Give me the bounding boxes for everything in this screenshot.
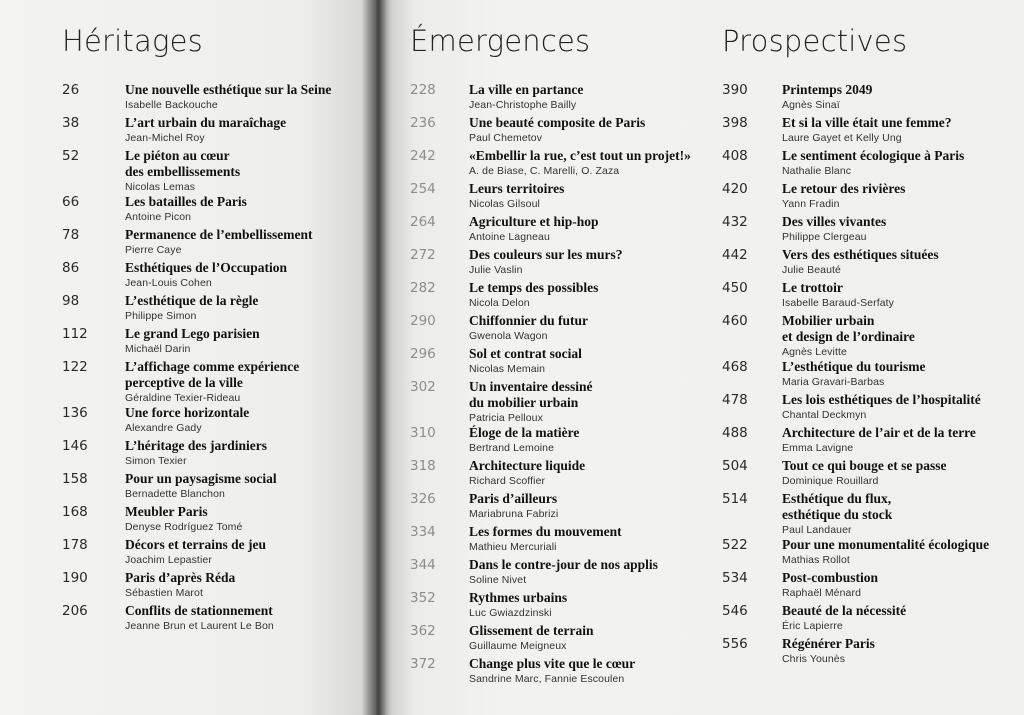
entry-title: Tout ce qui bouge et se passe <box>782 458 947 473</box>
page-number: 98 <box>62 293 80 309</box>
toc-entry <box>62 227 362 260</box>
page-number: 468 <box>722 359 748 375</box>
entry-body <box>125 537 362 567</box>
toc-list <box>722 82 1022 669</box>
entry-title: Le retour des rivières <box>782 181 906 196</box>
entry-body <box>782 214 1022 244</box>
toc-entry <box>410 313 710 346</box>
entry-body <box>125 603 362 633</box>
entry-title: Printemps 2049 <box>782 82 873 97</box>
toc-entry <box>722 603 1022 636</box>
entry-author: Pierre Caye <box>125 244 182 256</box>
toc-entry <box>62 326 362 359</box>
entry-body <box>125 405 362 435</box>
entry-author: Antoine Picon <box>125 211 192 223</box>
entry-body <box>782 636 1022 666</box>
toc-list <box>62 82 362 636</box>
toc-entry <box>722 425 1022 458</box>
toc-entry <box>722 537 1022 570</box>
entry-author: Géraldine Texier-Rideau <box>125 392 241 404</box>
entry-author: Paul Chemetov <box>469 132 543 144</box>
entry-body <box>125 194 362 224</box>
entry-body <box>469 425 710 455</box>
toc-entry <box>722 247 1022 280</box>
entry-title: Change plus vite que le cœur <box>469 656 636 671</box>
toc-entry <box>62 194 362 227</box>
toc-entry <box>722 82 1022 115</box>
entry-author: Mathieu Mercuriali <box>469 541 557 553</box>
entry-body <box>125 148 362 194</box>
entry-author: A. de Biase, C. Marelli, O. Zaza <box>469 165 620 177</box>
entry-author: Denyse Rodríguez Tomé <box>125 521 243 533</box>
entry-title: Éloge de la matière <box>469 425 580 440</box>
entry-body <box>782 392 1022 422</box>
entry-body <box>782 425 1022 455</box>
entry-author: Gwenola Wagon <box>469 330 548 342</box>
toc-entry <box>410 557 710 590</box>
entry-body <box>782 115 1022 145</box>
page-number: 228 <box>410 82 436 98</box>
page-number: 296 <box>410 346 436 362</box>
entry-body <box>782 458 1022 488</box>
entry-title: «Embellir la rue, c’est tout un projet!» <box>469 148 691 163</box>
entry-body <box>469 247 710 277</box>
entry-author: Yann Fradin <box>782 198 840 210</box>
page-number: 334 <box>410 524 436 540</box>
toc-entry <box>62 504 362 537</box>
entry-body <box>125 293 362 323</box>
toc-entry <box>62 603 362 636</box>
entry-author: Dominique Rouillard <box>782 475 879 487</box>
entry-body <box>782 537 1022 567</box>
entry-title: Et si la ville était une femme? <box>782 115 952 130</box>
entry-title: Les batailles de Paris <box>125 194 247 209</box>
page-number: 272 <box>410 247 436 263</box>
entry-title: Les lois esthétiques de l’hospitalité <box>782 392 981 407</box>
entry-body <box>125 359 362 405</box>
entry-body <box>782 359 1022 389</box>
entry-author: Luc Gwiazdzinski <box>469 607 552 619</box>
entry-body <box>782 570 1022 600</box>
entry-title: Rythmes urbains <box>469 590 568 605</box>
entry-body <box>125 227 362 257</box>
page-number: 372 <box>410 656 436 672</box>
page-number: 168 <box>62 504 88 520</box>
entry-body <box>469 181 710 211</box>
entry-title: Sol et contrat social <box>469 346 582 361</box>
book-gutter <box>362 0 392 715</box>
page-number: 390 <box>722 82 748 98</box>
entry-title: Esthétique du flux, <box>782 491 892 506</box>
page-number: 556 <box>722 636 748 652</box>
entry-title: Le temps des possibles <box>469 280 599 295</box>
entry-body <box>125 82 362 112</box>
page-number: 344 <box>410 557 436 573</box>
entry-title: Architecture de l’air et de la terre <box>782 425 976 440</box>
page-number: 26 <box>62 82 80 98</box>
page-number: 362 <box>410 623 436 639</box>
toc-entry <box>722 115 1022 148</box>
entry-author: Nicolas Lemas <box>125 181 196 193</box>
entry-title: Une beauté composite de Paris <box>469 115 646 130</box>
entry-body <box>125 115 362 145</box>
entry-title: Les formes du mouvement <box>469 524 622 539</box>
entry-body <box>782 603 1022 633</box>
page-number: 398 <box>722 115 748 131</box>
entry-author: Soline Nivet <box>469 574 527 586</box>
toc-entry <box>410 590 710 623</box>
toc-entry <box>722 214 1022 247</box>
entry-author: Agnès Levitte <box>782 346 847 358</box>
toc-entry <box>62 537 362 570</box>
entry-title: Conflits de stationnement <box>125 603 273 618</box>
page-number: 504 <box>722 458 748 474</box>
entry-author: Antoine Lagneau <box>469 231 550 243</box>
entry-title: Agriculture et hip-hop <box>469 214 599 229</box>
entry-author: Philippe Clergeau <box>782 231 867 243</box>
entry-author: Julie Vaslin <box>469 264 523 276</box>
page-number: 488 <box>722 425 748 441</box>
entry-author: Bernadette Blanchon <box>125 488 225 500</box>
entry-body <box>125 570 362 600</box>
entry-author: Michaël Darin <box>125 343 191 355</box>
toc-entry <box>410 214 710 247</box>
page-number: 534 <box>722 570 748 586</box>
entry-body <box>469 82 710 112</box>
entry-author: Sébastien Marot <box>125 587 203 599</box>
entry-title: Paris d’après Réda <box>125 570 236 585</box>
toc-entry <box>62 115 362 148</box>
toc-entry <box>722 491 1022 537</box>
entry-title: Le grand Lego parisien <box>125 326 260 341</box>
toc-entry <box>410 115 710 148</box>
entry-title: L’art urbain du maraîchage <box>125 115 287 130</box>
entry-title: Des villes vivantes <box>782 214 887 229</box>
toc-entry <box>722 280 1022 313</box>
entry-author: Raphaël Ménard <box>782 587 862 599</box>
entry-author: Joachim Lepastier <box>125 554 212 566</box>
page-number: 420 <box>722 181 748 197</box>
entry-author: Patricia Pelloux <box>469 412 543 424</box>
entry-title: Une force horizontale <box>125 405 250 420</box>
entry-title: Leurs territoires <box>469 181 565 196</box>
page-number: 310 <box>410 425 436 441</box>
entry-author: Richard Scoffier <box>469 475 546 487</box>
entry-author: Laure Gayet et Kelly Ung <box>782 132 902 144</box>
entry-title: Une nouvelle esthétique sur la Seine <box>125 82 332 97</box>
page-number: 478 <box>722 392 748 408</box>
entry-author: Alexandre Gady <box>125 422 202 434</box>
entry-title: L’esthétique du tourisme <box>782 359 926 374</box>
toc-entry <box>722 359 1022 392</box>
entry-title: L’héritage des jardiniers <box>125 438 267 453</box>
entry-title: Décors et terrains de jeu <box>125 537 266 552</box>
entry-author: Nicolas Memain <box>469 363 546 375</box>
page-number: 450 <box>722 280 748 296</box>
entry-author: Mariabruna Fabrizi <box>469 508 559 520</box>
page-number: 282 <box>410 280 436 296</box>
section-title: Prospectives <box>722 24 908 58</box>
toc-entry <box>62 260 362 293</box>
toc-entry <box>410 346 710 379</box>
section-emergences <box>410 24 710 689</box>
page-number: 136 <box>62 405 88 421</box>
section-title: Émergences <box>410 24 591 58</box>
toc-entry <box>410 656 710 689</box>
entry-title: et design de l’ordinaire <box>782 329 915 344</box>
page-number: 408 <box>722 148 748 164</box>
entry-author: Jeanne Brun et Laurent Le Bon <box>125 620 274 632</box>
toc-entry <box>410 524 710 557</box>
entry-author: Agnès Sinaï <box>782 99 840 111</box>
toc-entry <box>62 293 362 326</box>
entry-title: Pour un paysagisme social <box>125 471 277 486</box>
entry-author: Simon Texier <box>125 455 187 467</box>
entry-author: Emma Lavigne <box>782 442 854 454</box>
page-number: 442 <box>722 247 748 263</box>
toc-entry <box>410 82 710 115</box>
entry-title: L’affichage comme expérience <box>125 359 300 374</box>
toc-entry <box>410 458 710 491</box>
toc-entry <box>722 636 1022 669</box>
entry-body <box>469 590 710 620</box>
entry-title: Paris d’ailleurs <box>469 491 558 506</box>
page-number: 190 <box>62 570 88 586</box>
entry-author: Nathalie Blanc <box>782 165 852 177</box>
entry-body <box>469 491 710 521</box>
entry-title: Des couleurs sur les murs? <box>469 247 623 262</box>
entry-title: Un inventaire dessiné <box>469 379 593 394</box>
entry-author: Jean-Michel Roy <box>125 132 205 144</box>
page-number: 66 <box>62 194 80 210</box>
entry-body <box>782 313 1022 359</box>
toc-entry <box>410 623 710 656</box>
toc-entry <box>62 82 362 115</box>
entry-title: perceptive de la ville <box>125 375 243 390</box>
entry-title: Pour une monumentalité écologique <box>782 537 990 552</box>
entry-title: L’esthétique de la règle <box>125 293 259 308</box>
page-number: 112 <box>62 326 88 342</box>
toc-entry <box>722 313 1022 359</box>
entry-body <box>469 379 710 425</box>
page-number: 290 <box>410 313 436 329</box>
entry-author: Nicola Delon <box>469 297 530 309</box>
entry-title: Architecture liquide <box>469 458 586 473</box>
entry-body <box>125 438 362 468</box>
entry-body <box>782 280 1022 310</box>
page-number: 86 <box>62 260 80 276</box>
toc-entry <box>410 491 710 524</box>
entry-author: Jean-Christophe Bailly <box>469 99 577 111</box>
toc-entry <box>722 392 1022 425</box>
entry-author: Chris Younès <box>782 653 846 665</box>
entry-body <box>469 313 710 343</box>
entry-author: Philippe Simon <box>125 310 197 322</box>
toc-entry <box>722 458 1022 491</box>
entry-body <box>469 458 710 488</box>
entry-body <box>469 346 710 376</box>
entry-title: esthétique du stock <box>782 507 893 522</box>
page-number: 122 <box>62 359 88 375</box>
entry-title: Mobilier urbain <box>782 313 875 328</box>
page-number: 546 <box>722 603 748 619</box>
entry-title: des embellissements <box>125 164 241 179</box>
toc-entry <box>410 379 710 425</box>
entry-title: Meubler Paris <box>125 504 208 519</box>
entry-body <box>469 214 710 244</box>
page-number: 146 <box>62 438 88 454</box>
entry-body <box>469 656 710 686</box>
entry-body <box>469 280 710 310</box>
page-number: 242 <box>410 148 436 164</box>
entry-body <box>469 623 710 653</box>
entry-title: Le trottoir <box>782 280 843 295</box>
toc-entry <box>410 247 710 280</box>
page-number: 254 <box>410 181 436 197</box>
entry-author: Maria Gravari-Barbas <box>782 376 885 388</box>
entry-author: Julie Beauté <box>782 264 841 276</box>
entry-author: Sandrine Marc, Fannie Escoulen <box>469 673 625 685</box>
entry-title: Esthétiques de l’Occupation <box>125 260 288 275</box>
toc-entry <box>62 570 362 603</box>
page-number: 326 <box>410 491 436 507</box>
page-number: 264 <box>410 214 436 230</box>
toc-entry <box>62 438 362 471</box>
entry-title: Chiffonnier du futur <box>469 313 589 328</box>
entry-body <box>782 82 1022 112</box>
entry-author: Guillaume Meigneux <box>469 640 567 652</box>
toc-entry <box>62 148 362 194</box>
page-number: 78 <box>62 227 80 243</box>
entry-body <box>782 491 1022 537</box>
entry-title: Dans le contre-jour de nos applis <box>469 557 658 572</box>
section-title: Héritages <box>62 24 203 58</box>
entry-body <box>782 148 1022 178</box>
page-number: 206 <box>62 603 88 619</box>
toc-entry <box>722 570 1022 603</box>
entry-title: La ville en partance <box>469 82 584 97</box>
toc-entry <box>62 405 362 438</box>
page-number: 432 <box>722 214 748 230</box>
toc-entry <box>410 425 710 458</box>
section-heritages <box>62 24 362 636</box>
page-number: 514 <box>722 491 748 507</box>
entry-author: Mathias Rollot <box>782 554 850 566</box>
entry-body <box>469 115 710 145</box>
entry-body <box>782 247 1022 277</box>
entry-author: Isabelle Backouche <box>125 99 218 111</box>
page-number: 158 <box>62 471 88 487</box>
entry-title: Le sentiment écologique à Paris <box>782 148 965 163</box>
entry-body <box>125 471 362 501</box>
entry-author: Jean-Louis Cohen <box>125 277 212 289</box>
page-number: 236 <box>410 115 436 131</box>
entry-title: Glissement de terrain <box>469 623 594 638</box>
entry-body <box>469 557 710 587</box>
entry-body <box>125 504 362 534</box>
section-prospectives <box>722 24 1022 669</box>
page-number: 52 <box>62 148 80 164</box>
page-number: 352 <box>410 590 436 606</box>
toc-entry <box>410 280 710 313</box>
entry-title: Vers des esthétiques situées <box>782 247 939 262</box>
entry-title: Régénérer Paris <box>782 636 875 651</box>
entry-author: Nicolas Gilsoul <box>469 198 540 210</box>
entry-author: Bertrand Lemoine <box>469 442 555 454</box>
toc-entry <box>62 359 362 405</box>
entry-body <box>125 260 362 290</box>
entry-title: du mobilier urbain <box>469 395 579 410</box>
entry-body <box>469 524 710 554</box>
entry-body <box>125 326 362 356</box>
entry-title: Post-combustion <box>782 570 879 585</box>
page-number: 302 <box>410 379 436 395</box>
page-number: 522 <box>722 537 748 553</box>
toc-entry <box>410 181 710 214</box>
entry-body <box>469 148 710 178</box>
entry-author: Éric Lapierre <box>782 620 843 632</box>
toc-entry <box>62 471 362 504</box>
toc-entry <box>410 148 710 181</box>
entry-author: Isabelle Baraud-Serfaty <box>782 297 895 309</box>
entry-author: Chantal Deckmyn <box>782 409 867 421</box>
page-number: 318 <box>410 458 436 474</box>
page-number: 460 <box>722 313 748 329</box>
toc-entry <box>722 148 1022 181</box>
entry-title: Le piéton au cœur <box>125 148 230 163</box>
entry-author: Paul Landauer <box>782 524 852 536</box>
toc-entry <box>722 181 1022 214</box>
entry-body <box>782 181 1022 211</box>
entry-title: Beauté de la nécessité <box>782 603 907 618</box>
entry-title: Permanence de l’embellissement <box>125 227 313 242</box>
page-number: 178 <box>62 537 88 553</box>
toc-list <box>410 82 710 689</box>
page-number: 38 <box>62 115 80 131</box>
